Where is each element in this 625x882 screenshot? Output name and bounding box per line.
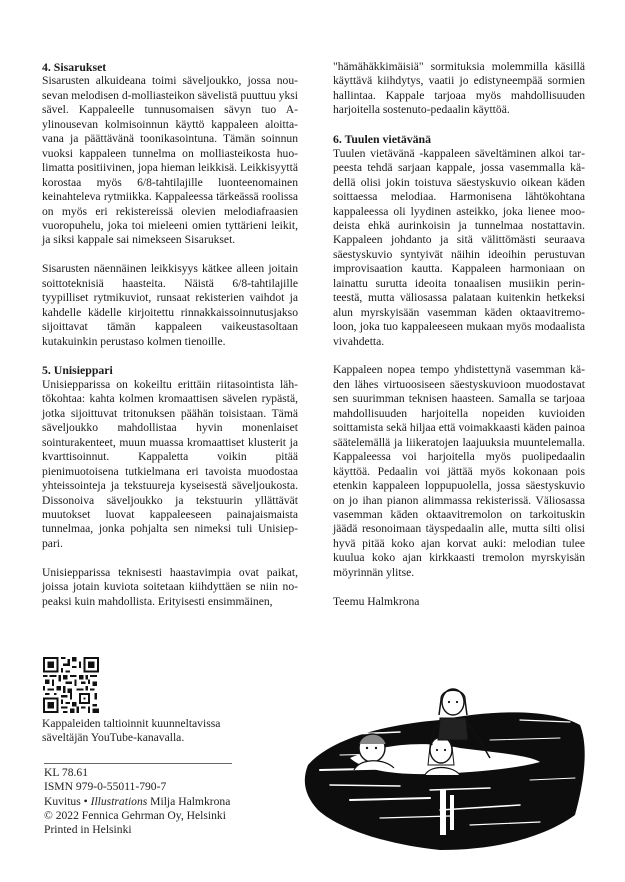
paragraph: Tuulen vietävänä -kappaleen säveltäminen alkoi tarpeesta tehdä sarjaan kappale, jossa vasemmalla kädellä olisi jokin toistuva säestyskuvio oikean käden soittaessa melodiaa. Harmonisena lähtökohtana kappaleessa oli lyydinen asteikko, joka lienee moodeista ehkä aurinkoisin ja tunnelmaa nostattavin. Kappaleen johdanto ja sitä välittömästi seuraava säestyskuvio syntyivät näihin ideoihin perustuvan improvisaation kautta. Kappaleen harmoniaan on lainattu surutta ideoita tonaalisen musiikin perinteestä, mutta väliosassa palataan kuitenkin hetkeksi alun myrskyisään vasemman käden oktaavitremoloon, joka tuo kappaleeseen mukaan myös modaalista vivahdetta. — [333, 146, 585, 348]
catalog-number: KL 78.61 — [44, 766, 89, 779]
illustrations-prefix: Kuvitus • — [44, 794, 91, 808]
right-column — [333, 60, 585, 624]
illustrator-name: Milja Halmkrona — [147, 794, 231, 808]
paragraph: Sisarusten näennäinen leikkisyys kätkee alleen joitain soittoteknisiä haasteita. Näistä 6/8-tahtilajille tyypilliset rytmikuviot, runsaat rekisterien vaihdot ja kahdelle kädelle kirjoitettu rinnakkaissoinnutusjakso sijoittavat tämän kappaleen vaikeustasoltaan kutakuinkin perustaso kolmen tienoille. — [42, 262, 298, 348]
qr-code-icon[interactable] — [43, 657, 99, 713]
section-unisieppari — [42, 363, 298, 609]
copyright: © 2022 Fennica Gehrman Oy, Helsinki — [44, 808, 226, 822]
author-signature: Teemu Halmkrona — [333, 594, 420, 608]
section-sisarukset — [42, 60, 298, 349]
section-unisieppari-continued — [333, 60, 585, 118]
section-tuulen-vietavana — [333, 132, 585, 580]
paragraph: Unisiepparissa on kokeiltu erittäin riitasointista lähtökohtaa: kahta kolmen kromaattisen sävelen rypästä, jotka sijoittuvat tritonuksen päähän toisistaan. Tämä säveljoukko mahdollistaa hyvin monenlaiset sointurakenteet, muun muassa kromaattiset klusterit ja kvarttisoinnut. Kappaletta voikin pitää pienimuotoisena tutkielmana eri tavoista muodostaa yhteissointeja ja tekstuureja kyseisestä säveljoukosta. Dissonoiva säveljoukko ja tekstuurin yllättävät muutokset luovat kappaleeseen painajaismaista tunnelmaa, jonka pohjalta sen nimeksi tuli Unisieppari. — [42, 377, 298, 550]
printed-in: Printed in Helsinki — [44, 823, 132, 837]
ismn: ISMN 979-0-55011-790-7 — [44, 780, 167, 794]
left-column — [42, 60, 298, 624]
illustration-children-swimming-icon — [290, 640, 625, 875]
divider — [44, 763, 232, 764]
colophon — [44, 766, 284, 837]
illustrations-label: Illustrations — [90, 794, 148, 808]
qr-caption-line: säveltäjän YouTube-kanavalla. — [42, 731, 185, 745]
paragraph: Unisiepparissa teknisesti haastavimpia ovat paikat, joissa jotain kuviota soitetaan kiihdyttäen se niin nopeaksi kuin mahdollista. Erityisesti ensimmäinen, — [42, 565, 298, 608]
section-title: 4. Sisarukset — [42, 60, 107, 74]
section-title: 5. Unisieppari — [42, 363, 113, 378]
illustrations-credit — [44, 795, 284, 809]
qr-caption-line: Kappaleiden taltioinnit kuunneltavissa — [42, 717, 221, 730]
paragraph: Sisarusten alkuideana toimi säveljoukko, jossa nousevan melodisen d-molliasteikon sävelistä puuttuu yksi sävel. Kappaleelle tunnusomaisen sävyn tuo A-ylinousevan kolmisoinnun käyttö kappaleen aloittavana ja päättävänä toonikasointuna. Tämän soinnun vuoksi kappaleen tunnelma on molliasteikosta huolimatta positiivinen, jopa hieman leikkisä. Leikkisyyttä korostaa myös 6/8-tahtilajille luonteenomainen keinahteleva rytmiikka. Kappaleessa tärkeässä roolissa on myös eri rekistereissä olevien melodiafraasien vuoropuhelu, joka toi mieleeni omien tyttärieni leikit, ja siksi kappale sai nimekseen Sisarukset. — [42, 74, 298, 247]
section-title: 6. Tuulen vietävänä — [333, 132, 432, 147]
paragraph: Kappaleen nopea tempo yhdistettynä vasemman käden lähes virtuoosiseen säestyskuvioon muodostavat sen suurimman teknisen haasteen. Samalla se tarjoaa mahdollisuuden harjoitella nopeiden kuvioiden soittamista sekä hiljaa että voimakkaasti käden painoa säätelemällä ja liikeratojen laajuuksia muuntelemalla. Kappaleessa voi harjoitella myös puolipedaalin käyttöä. Pedaalin voi jättää myös kokonaan pois etenkin kappaleen loppupuolella, jossa säestyskuvio on jo ihan pianon alimmassa rekisterissä. Väliosassa vasemman käden oktaavitremolon on tarkoituskin jäädä resonoimaan täyspedaalin alle, mutta silti olisi hyvä pitää koko ajan korvat auki: melodian tulee kuulua koko ajan kirkkaasti tremolon myrskyisän möyrinnän ylitse. — [333, 363, 585, 579]
qr-caption — [42, 717, 282, 746]
paragraph: "hämähäkkimäisiä" sormituksia molemmilla käsillä käyttävä kiihdytys, vaatii jo edistyneempää sormien hallintaa. Kappale tarjoaa myös mahdollisuuden harjoitella sostenuto-pedaalin käyttöä. — [333, 60, 585, 117]
